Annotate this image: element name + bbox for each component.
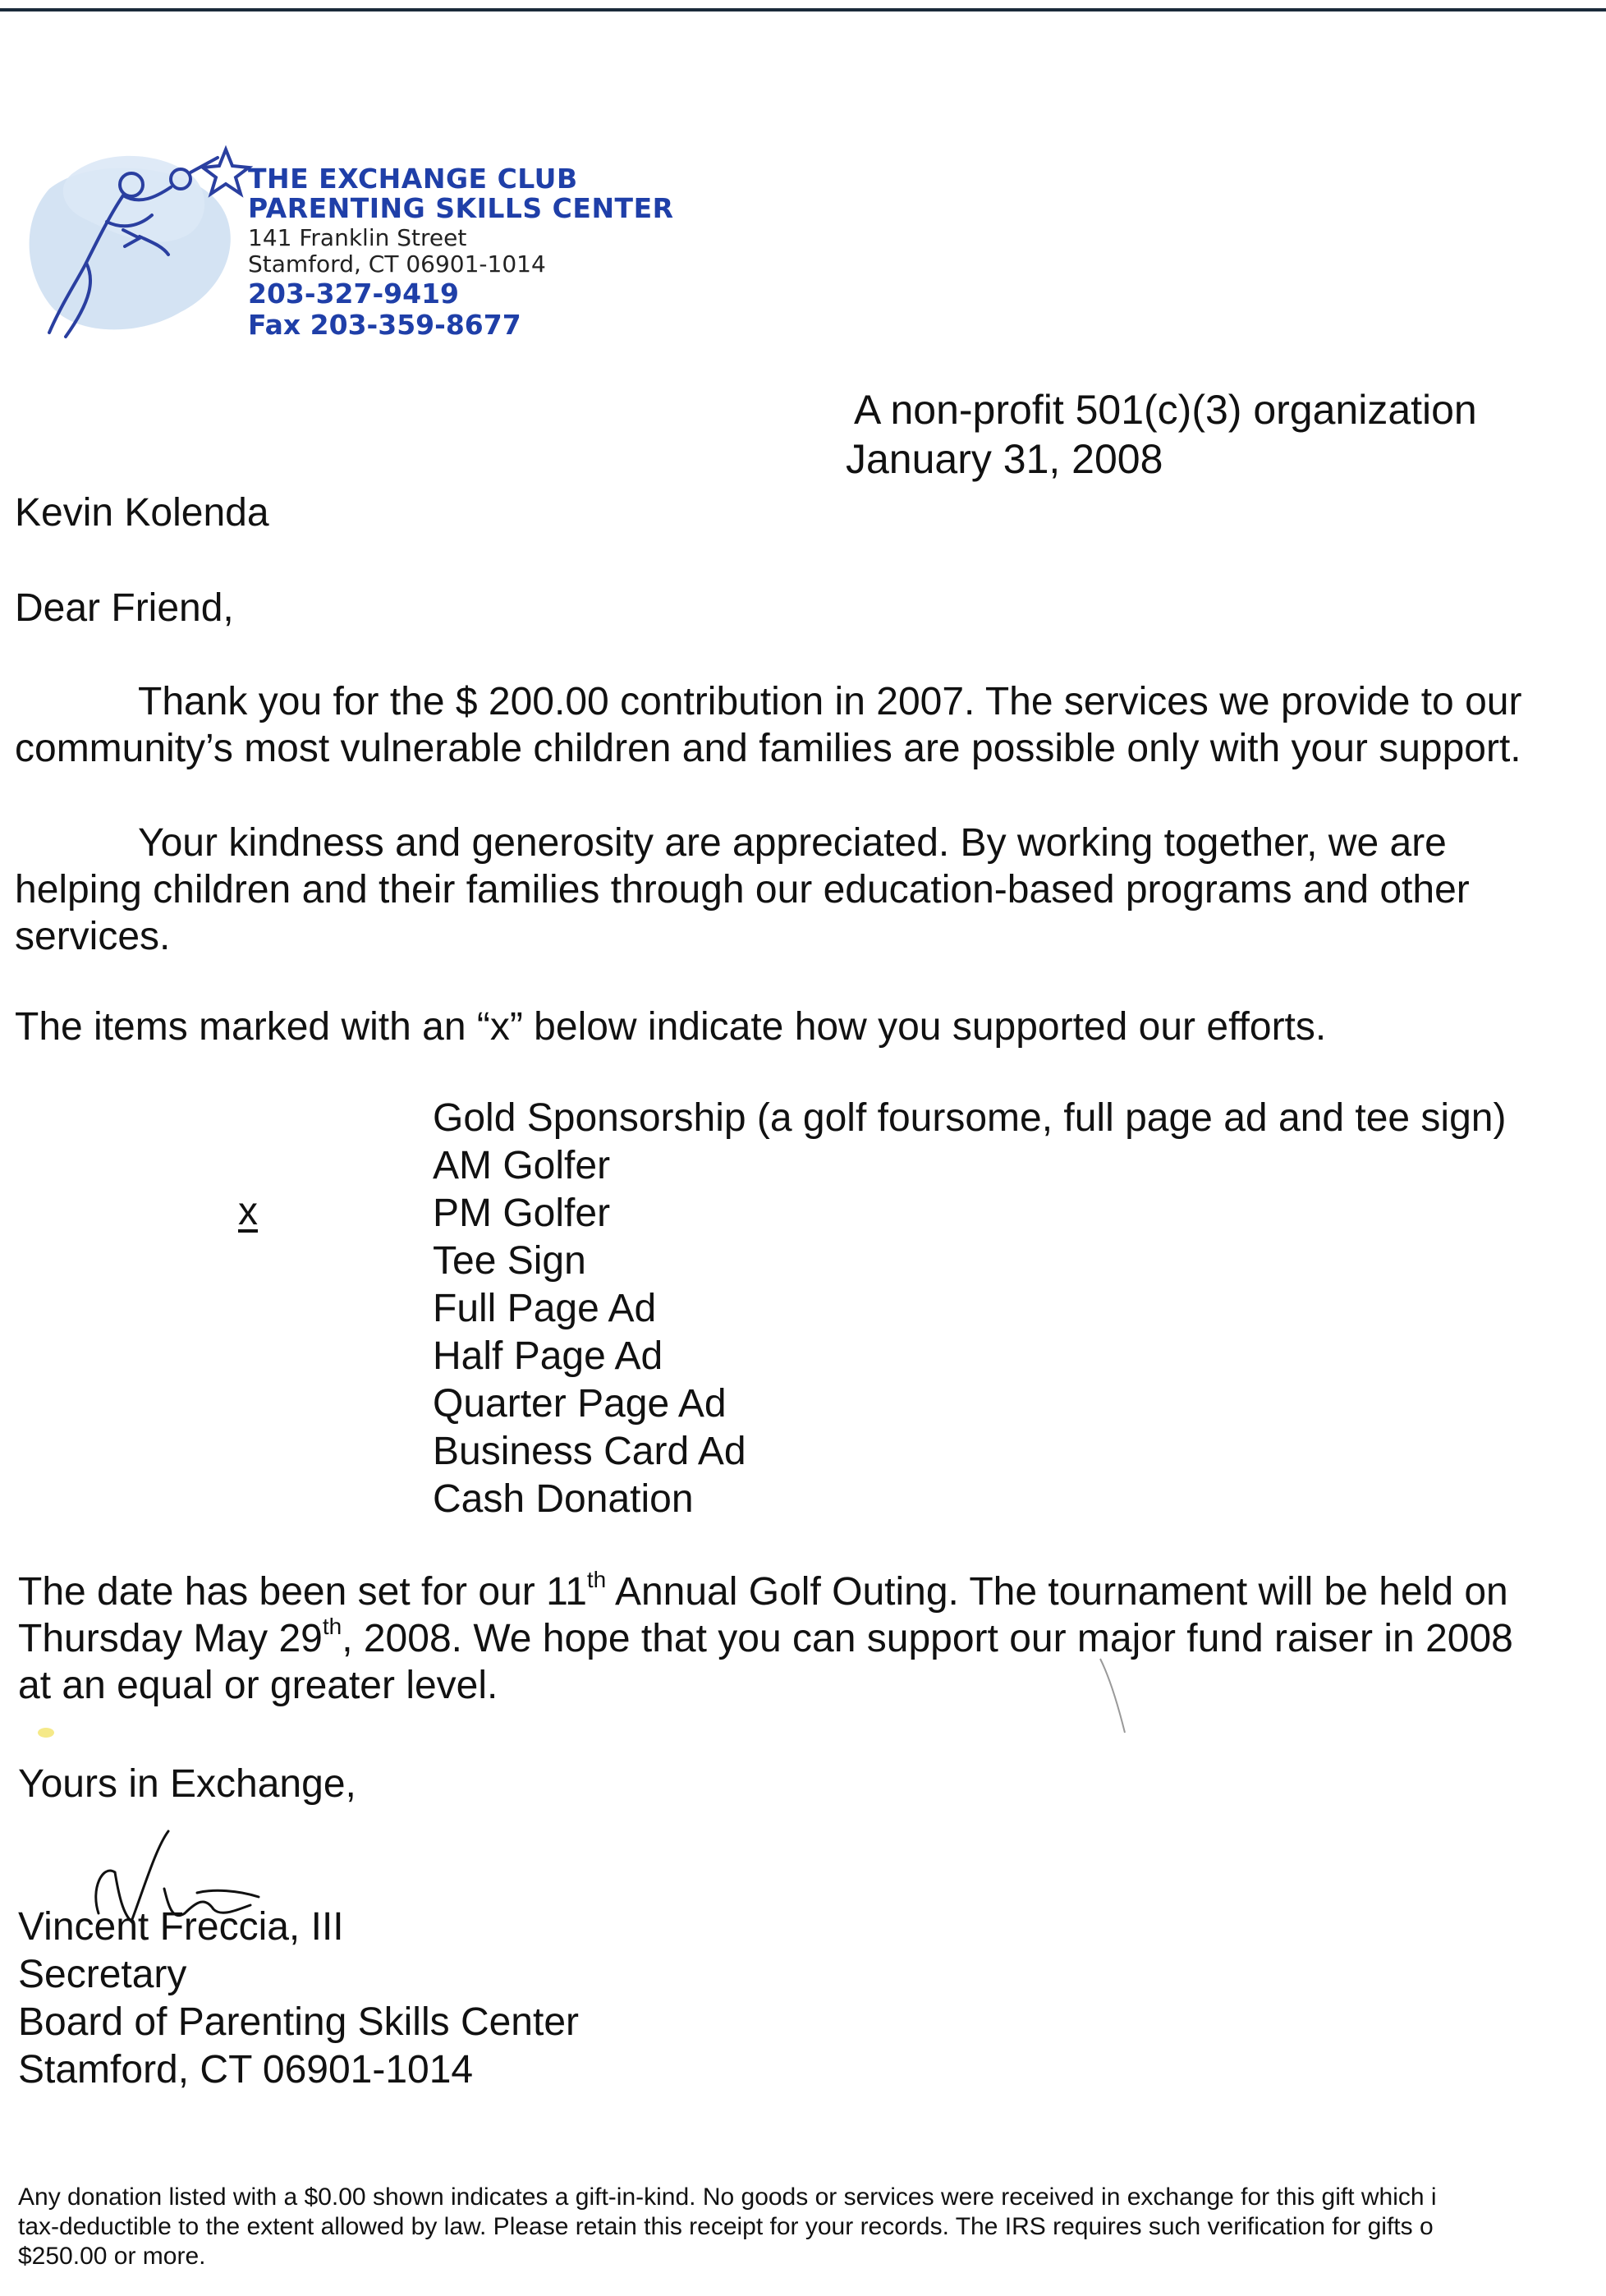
- city-address: Stamford, CT 06901-1014: [248, 250, 546, 278]
- letter-date: January 31, 2008: [846, 436, 1163, 482]
- nonprofit-status: A non-profit 501(c)(3) organization: [854, 387, 1477, 433]
- support-item-gold-sponsorship: Gold Sponsorship (a golf foursome, full page ad and tee sign): [433, 1096, 1507, 1140]
- support-items-list: [433, 1095, 1506, 1523]
- scan-smudge: [33, 1716, 66, 1749]
- letterhead: [248, 164, 674, 341]
- support-item-tee-sign: Tee Sign: [433, 1239, 586, 1283]
- paragraph-thanks-line2: community’s most vulnerable children and families are possible only with your support.: [15, 727, 1521, 770]
- signer-org: Board of Parenting Skills Center: [18, 2000, 580, 2044]
- fax-number: Fax 203-359-8677: [248, 309, 521, 342]
- tax-disclaimer: [18, 2183, 1606, 2271]
- support-item-pm-golfer: PM Golfer: [433, 1192, 611, 1235]
- support-item-full-page-ad: Full Page Ad: [433, 1287, 657, 1330]
- scan-scratch: [1092, 1651, 1141, 1749]
- phone-number: 203-327-9419: [248, 278, 460, 310]
- checked-item-mark: x: [238, 1190, 258, 1233]
- closing: Yours in Exchange,: [18, 1762, 356, 1806]
- paragraph-golf-outing: [18, 1568, 1513, 1709]
- disclaimer-line3: $250.00 or more.: [18, 2243, 206, 2270]
- org-name-line2: PARENTING SKILLS CENTER: [248, 192, 674, 225]
- support-item-business-card-ad: Business Card Ad: [433, 1430, 746, 1473]
- signer-city: Stamford, CT 06901-1014: [18, 2048, 474, 2092]
- golf-outing-line1: The date has been set for our 11th Annual Golf Outing. The tournament will be held on: [18, 1567, 1508, 1614]
- paragraph-kindness-line2: helping children and their families through our education-based programs and other: [15, 868, 1470, 912]
- paragraph-thanks-line1: Thank you for the $ 200.00 contribution in 2007. The services we provide to our: [138, 680, 1522, 723]
- disclaimer-line2: tax-deductible to the extent allowed by law. Please retain this receipt for your records. The IRS requires such verification for gifts o: [18, 2213, 1434, 2240]
- signer-title: Secretary: [18, 1953, 187, 1996]
- exchange-club-logo: [16, 140, 255, 353]
- street-address: 141 Franklin Street: [248, 223, 467, 251]
- support-item-cash-donation: Cash Donation: [433, 1477, 694, 1521]
- signer-name: Vincent Freccia, III: [18, 1905, 344, 1949]
- disclaimer-line1: Any donation listed with a $0.00 shown indicates a gift-in-kind. No goods or services were received in exchange for this gift which i: [18, 2183, 1437, 2211]
- support-item-half-page-ad: Half Page Ad: [433, 1334, 663, 1378]
- golf-outing-line2: Thursday May 29th, 2008. We hope that you can support our major fund raiser in 2008: [18, 1614, 1513, 1660]
- support-item-am-golfer: AM Golfer: [433, 1144, 611, 1187]
- salutation: Dear Friend,: [15, 586, 234, 630]
- paragraph-thanks: [15, 678, 1521, 772]
- org-name-line1: THE EXCHANGE CLUB: [248, 163, 578, 195]
- paragraph-kindness-line1: Your kindness and generosity are appreciated. By working together, we are: [138, 821, 1447, 865]
- support-item-quarter-page-ad: Quarter Page Ad: [433, 1382, 727, 1426]
- paragraph-kindness: [15, 820, 1470, 960]
- top-rule: [0, 8, 1606, 11]
- signature-block: [18, 1903, 579, 2094]
- golf-outing-line3: at an equal or greater level.: [18, 1664, 498, 1707]
- recipient-name: Kevin Kolenda: [15, 491, 269, 535]
- paragraph-kindness-line3: services.: [15, 915, 171, 958]
- items-intro: The items marked with an “x” below indicate how you supported our efforts.: [15, 1005, 1327, 1049]
